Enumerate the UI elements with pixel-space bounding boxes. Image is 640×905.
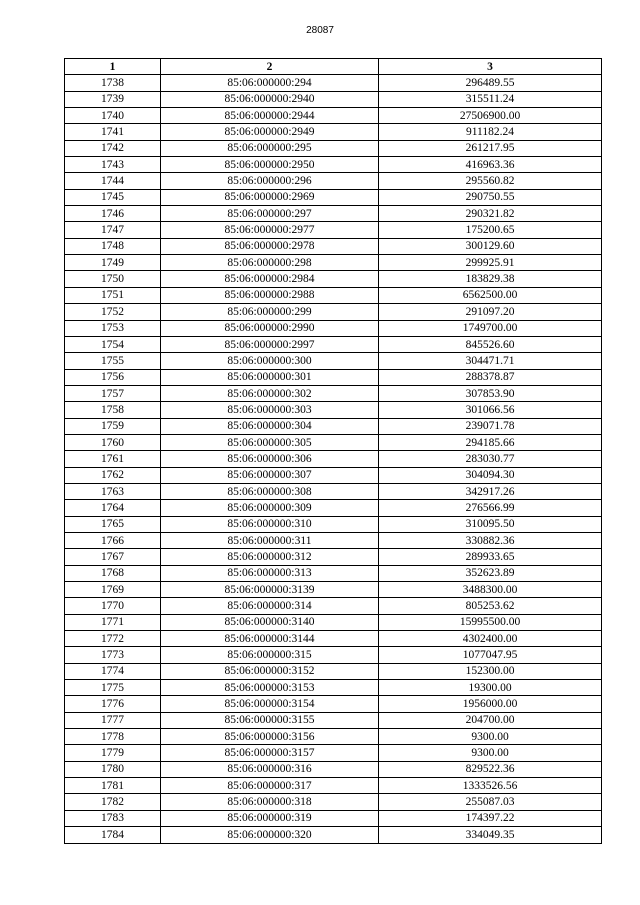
cadastral-number-cell: 85:06:000000:3144 (161, 631, 379, 647)
table-row (65, 778, 602, 794)
table-row (65, 320, 602, 336)
cadastral-number-cell: 85:06:000000:304 (161, 418, 379, 434)
cadastral-number-cell: 85:06:000000:297 (161, 206, 379, 222)
cadastral-number-cell: 85:06:000000:3139 (161, 582, 379, 598)
table-row (65, 532, 602, 548)
table-row (65, 287, 602, 303)
value-cell: 829522.36 (379, 761, 602, 777)
table-row (65, 549, 602, 565)
row-number-cell: 1775 (65, 680, 161, 696)
table-row (65, 157, 602, 173)
value-cell: 183829.38 (379, 271, 602, 287)
row-number-cell: 1767 (65, 549, 161, 565)
row-number-cell: 1768 (65, 565, 161, 581)
table-row (65, 255, 602, 271)
cadastral-number-cell: 85:06:000000:316 (161, 761, 379, 777)
value-cell: 283030.77 (379, 451, 602, 467)
cadastral-number-cell: 85:06:000000:308 (161, 483, 379, 499)
cadastral-number-cell: 85:06:000000:320 (161, 827, 379, 843)
value-cell: 315511.24 (379, 91, 602, 107)
table-row (65, 582, 602, 598)
row-number-cell: 1741 (65, 124, 161, 140)
value-cell: 239071.78 (379, 418, 602, 434)
row-number-cell: 1771 (65, 614, 161, 630)
value-cell: 15995500.00 (379, 614, 602, 630)
cadastral-number-cell: 85:06:000000:312 (161, 549, 379, 565)
table-row (65, 467, 602, 483)
row-number-cell: 1751 (65, 287, 161, 303)
value-cell: 296489.55 (379, 75, 602, 91)
value-cell: 291097.20 (379, 304, 602, 320)
cadastral-number-cell: 85:06:000000:306 (161, 451, 379, 467)
row-number-cell: 1777 (65, 712, 161, 728)
row-number-cell: 1756 (65, 369, 161, 385)
value-cell: 304094.30 (379, 467, 602, 483)
row-number-cell: 1762 (65, 467, 161, 483)
table-row (65, 418, 602, 434)
row-number-cell: 1755 (65, 353, 161, 369)
cadastral-number-cell: 85:06:000000:3154 (161, 696, 379, 712)
value-cell: 1749700.00 (379, 320, 602, 336)
cadastral-number-cell: 85:06:000000:3155 (161, 712, 379, 728)
table-row (65, 353, 602, 369)
row-number-cell: 1759 (65, 418, 161, 434)
row-number-cell: 1763 (65, 483, 161, 499)
value-cell: 174397.22 (379, 810, 602, 826)
cadastral-number-cell: 85:06:000000:318 (161, 794, 379, 810)
row-number-cell: 1783 (65, 810, 161, 826)
row-number-cell: 1738 (65, 75, 161, 91)
table-row (65, 647, 602, 663)
value-cell: 261217.95 (379, 140, 602, 156)
row-number-cell: 1770 (65, 598, 161, 614)
value-cell: 4302400.00 (379, 631, 602, 647)
cadastral-number-cell: 85:06:000000:2990 (161, 320, 379, 336)
value-cell: 294185.66 (379, 434, 602, 450)
header-row (65, 59, 602, 75)
table-row (65, 663, 602, 679)
row-number-cell: 1769 (65, 582, 161, 598)
value-cell: 290750.55 (379, 189, 602, 205)
row-number-cell: 1782 (65, 794, 161, 810)
row-number-cell: 1776 (65, 696, 161, 712)
value-cell: 1333526.56 (379, 778, 602, 794)
row-number-cell: 1742 (65, 140, 161, 156)
cadastral-number-cell: 85:06:000000:2984 (161, 271, 379, 287)
table-row (65, 794, 602, 810)
value-cell: 276566.99 (379, 500, 602, 516)
value-cell: 204700.00 (379, 712, 602, 728)
cadastral-number-cell: 85:06:000000:3152 (161, 663, 379, 679)
value-cell: 6562500.00 (379, 287, 602, 303)
cadastral-number-cell: 85:06:000000:2969 (161, 189, 379, 205)
row-number-cell: 1774 (65, 663, 161, 679)
table-row (65, 91, 602, 107)
value-cell: 175200.65 (379, 222, 602, 238)
value-cell: 911182.24 (379, 124, 602, 140)
cadastral-number-cell: 85:06:000000:319 (161, 810, 379, 826)
row-number-cell: 1739 (65, 91, 161, 107)
cadastral-number-cell: 85:06:000000:299 (161, 304, 379, 320)
row-number-cell: 1746 (65, 206, 161, 222)
table-row (65, 369, 602, 385)
table-row (65, 402, 602, 418)
value-cell: 301066.56 (379, 402, 602, 418)
row-number-cell: 1781 (65, 778, 161, 794)
row-number-cell: 1784 (65, 827, 161, 843)
value-cell: 288378.87 (379, 369, 602, 385)
cadastral-number-cell: 85:06:000000:298 (161, 255, 379, 271)
row-number-cell: 1749 (65, 255, 161, 271)
value-cell: 152300.00 (379, 663, 602, 679)
header-col-2: 2 (161, 59, 379, 75)
row-number-cell: 1750 (65, 271, 161, 287)
cadastral-number-cell: 85:06:000000:3156 (161, 729, 379, 745)
value-cell: 307853.90 (379, 385, 602, 401)
cadastral-number-cell: 85:06:000000:313 (161, 565, 379, 581)
value-cell: 1077047.95 (379, 647, 602, 663)
value-cell: 416963.36 (379, 157, 602, 173)
value-cell: 1956000.00 (379, 696, 602, 712)
row-number-cell: 1752 (65, 304, 161, 320)
table-row (65, 827, 602, 843)
table-row (65, 124, 602, 140)
cadastral-number-cell: 85:06:000000:2949 (161, 124, 379, 140)
row-number-cell: 1758 (65, 402, 161, 418)
table-row (65, 173, 602, 189)
table-header (65, 59, 602, 75)
row-number-cell: 1780 (65, 761, 161, 777)
table-row (65, 565, 602, 581)
row-number-cell: 1778 (65, 729, 161, 745)
cadastral-number-cell: 85:06:000000:309 (161, 500, 379, 516)
cadastral-number-cell: 85:06:000000:301 (161, 369, 379, 385)
table-row (65, 108, 602, 124)
table-row (65, 222, 602, 238)
table-row (65, 451, 602, 467)
cadastral-number-cell: 85:06:000000:3153 (161, 680, 379, 696)
table-row (65, 271, 602, 287)
table-row (65, 483, 602, 499)
table-row (65, 304, 602, 320)
row-number-cell: 1754 (65, 336, 161, 352)
cadastral-number-cell: 85:06:000000:294 (161, 75, 379, 91)
cadastral-number-cell: 85:06:000000:2950 (161, 157, 379, 173)
cadastral-number-cell: 85:06:000000:2997 (161, 336, 379, 352)
row-number-cell: 1743 (65, 157, 161, 173)
cadastral-number-cell: 85:06:000000:3157 (161, 745, 379, 761)
value-cell: 304471.71 (379, 353, 602, 369)
row-number-cell: 1773 (65, 647, 161, 663)
cadastral-number-cell: 85:06:000000:314 (161, 598, 379, 614)
row-number-cell: 1761 (65, 451, 161, 467)
row-number-cell: 1779 (65, 745, 161, 761)
table-row (65, 729, 602, 745)
table-row (65, 75, 602, 91)
row-number-cell: 1765 (65, 516, 161, 532)
value-cell: 845526.60 (379, 336, 602, 352)
header-col-1: 1 (65, 59, 161, 75)
table-row (65, 696, 602, 712)
value-cell: 289933.65 (379, 549, 602, 565)
table-row (65, 631, 602, 647)
value-cell: 290321.82 (379, 206, 602, 222)
value-cell: 352623.89 (379, 565, 602, 581)
value-cell: 19300.00 (379, 680, 602, 696)
table-row (65, 336, 602, 352)
value-cell: 334049.35 (379, 827, 602, 843)
table-row (65, 712, 602, 728)
table-row (65, 434, 602, 450)
cadastral-number-cell: 85:06:000000:2944 (161, 108, 379, 124)
cadastral-number-cell: 85:06:000000:295 (161, 140, 379, 156)
row-number-cell: 1748 (65, 238, 161, 254)
table-body (65, 75, 602, 843)
table-row (65, 238, 602, 254)
value-cell: 805253.62 (379, 598, 602, 614)
cadastral-number-cell: 85:06:000000:2988 (161, 287, 379, 303)
cadastral-number-cell: 85:06:000000:3140 (161, 614, 379, 630)
table-row (65, 206, 602, 222)
row-number-cell: 1744 (65, 173, 161, 189)
row-number-cell: 1740 (65, 108, 161, 124)
value-cell: 295560.82 (379, 173, 602, 189)
table-row (65, 516, 602, 532)
value-cell: 9300.00 (379, 729, 602, 745)
value-cell: 299925.91 (379, 255, 602, 271)
row-number-cell: 1753 (65, 320, 161, 336)
value-cell: 342917.26 (379, 483, 602, 499)
row-number-cell: 1772 (65, 631, 161, 647)
table-row (65, 761, 602, 777)
cadastral-number-cell: 85:06:000000:311 (161, 532, 379, 548)
value-cell: 300129.60 (379, 238, 602, 254)
cadastral-number-cell: 85:06:000000:2977 (161, 222, 379, 238)
table-row (65, 745, 602, 761)
cadastral-number-cell: 85:06:000000:303 (161, 402, 379, 418)
row-number-cell: 1764 (65, 500, 161, 516)
value-cell: 330882.36 (379, 532, 602, 548)
cadastral-number-cell: 85:06:000000:317 (161, 778, 379, 794)
cadastral-number-cell: 85:06:000000:2940 (161, 91, 379, 107)
cadastral-number-cell: 85:06:000000:310 (161, 516, 379, 532)
cadastral-number-cell: 85:06:000000:315 (161, 647, 379, 663)
table-row (65, 598, 602, 614)
cadastral-number-cell: 85:06:000000:2978 (161, 238, 379, 254)
value-cell: 3488300.00 (379, 582, 602, 598)
cadastral-number-cell: 85:06:000000:307 (161, 467, 379, 483)
header-col-3: 3 (379, 59, 602, 75)
value-cell: 255087.03 (379, 794, 602, 810)
row-number-cell: 1757 (65, 385, 161, 401)
table-row (65, 500, 602, 516)
row-number-cell: 1766 (65, 532, 161, 548)
table-row (65, 385, 602, 401)
table-row (65, 189, 602, 205)
value-cell: 9300.00 (379, 745, 602, 761)
table-row (65, 810, 602, 826)
row-number-cell: 1745 (65, 189, 161, 205)
table-row (65, 614, 602, 630)
value-cell: 310095.50 (379, 516, 602, 532)
row-number-cell: 1760 (65, 434, 161, 450)
cadastral-number-cell: 85:06:000000:300 (161, 353, 379, 369)
cadastral-number-cell: 85:06:000000:296 (161, 173, 379, 189)
table-row (65, 140, 602, 156)
cadastral-number-cell: 85:06:000000:302 (161, 385, 379, 401)
cadastral-number-cell: 85:06:000000:305 (161, 434, 379, 450)
row-number-cell: 1747 (65, 222, 161, 238)
page-number: 28087 (306, 25, 334, 36)
registry-table (64, 58, 602, 844)
value-cell: 27506900.00 (379, 108, 602, 124)
table-row (65, 680, 602, 696)
